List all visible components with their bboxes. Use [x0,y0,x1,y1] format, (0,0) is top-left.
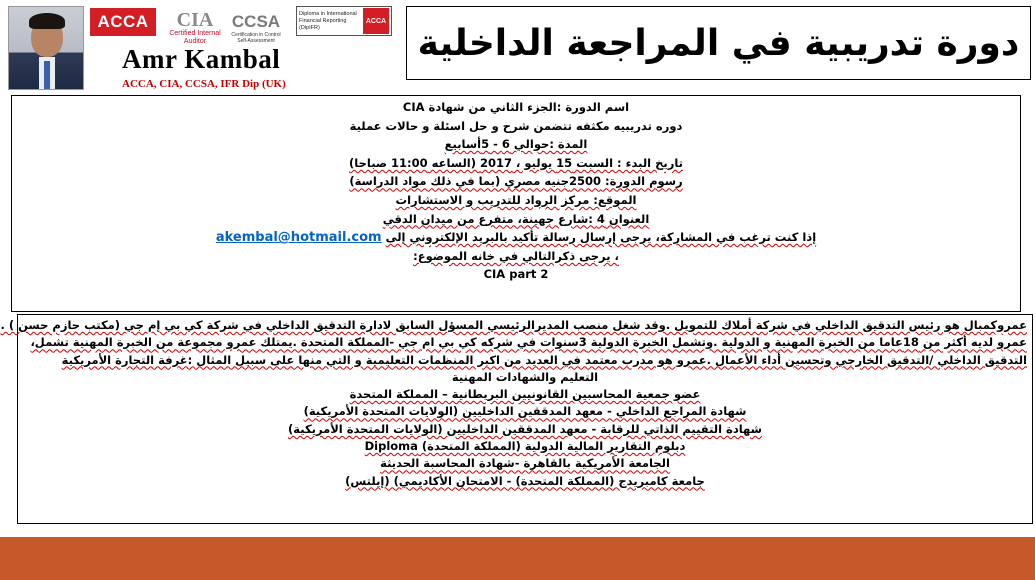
education-item: الجامعة الأمريكية بالقاهرة -شهادة المحاسبة الحديثة [380,456,670,471]
dipifr-logo: Diploma in International Financial Reporting (DipIFR) ACCA [296,6,392,36]
info-register-line [12,228,1020,247]
bio-line: التدقيق الداخلي /التدقيق الخارجي وتحسين أداء الأعمال .عمرو هو مدرب معتمد في العديد من اكبر المنظمات التعليمية و التي منها على سبيل المثال :غرفة التجارة الأمريكية [61,352,1027,367]
education-item: عضو جمعية المحاسبين القانونيين البريطانية – المملكة المتحدة [349,387,701,402]
bio-line: عمرو لديه أكثر من 18عاما من الخبرة المهنية و الدولية .وتشمل الخبرة الدولية 3سنوات في شركه كي بي ام جي -المملكة المتحدة .يمتلك عمرو مجموعة من الخبرة المهنية تشمل، [30,335,1027,350]
profile-photo [8,6,84,90]
ccsa-logo: CCSA Certification in Control Self-Assessment [231,12,281,44]
education-item: شهادة المراجع الداخلي - معهد المدققين الداخليين (الولايات المتحدة الأمريكية) [303,404,747,419]
info-start-date: تاريخ البدء : السبت 15 يوليو ، 2017 (الساعه 11:00 صباحا) [349,155,683,170]
education-item: جامعة كامبريدج (المملكة المتحدة) - الامتحان الأكاديمي) (إيلتس) [345,473,705,488]
bio-line: عمروكمبال هو رئيس التدقيق الداخلي في شركة أملاك للتمويل .وقد شغل منصب المديرالرئيسي المسؤل السابق لادارة التدقيق الداخلي في شركة كي بي إم جي (مكتب حازم حسن ) . [0,318,1027,332]
education-section-title: التعليم والشهادات المهنية [451,369,599,384]
register-text: إذا كنت ترغب في المشاركة، يرجى إرسال رسالة تأكيد بالبريد الإلكتروني إلى [385,230,817,245]
course-title: دورة تدريبية في المراجعة الداخلية [417,22,1020,64]
cia-logo: CIA Certified Internal Auditor [169,9,221,45]
info-location: الموقع: مركز الرواد للتدريب و الاستشارات [395,192,637,207]
education-item: شهادة التقييم الذاتي للرقابة - معهد المدققين الداخليين (الولايات المتحدة الأمريكية) [288,421,762,436]
education-item: دبلوم التقارير المالية الدولية (المملكة المتحدة) Diploma [364,439,686,454]
info-description: دوره تدريبيه مكثفه تتضمن شرح و حل اسئلة و حالات عملية [349,118,683,133]
info-address: العنوان 4 :شارع جهينة، متفرع من ميدان الدقي [382,211,650,226]
info-subject-line: ، يرجى ذكرالتالي في خانه الموضوع: [413,248,619,263]
info-fees: رسوم الدورة: 2500جنيه مصري (بما في ذلك مواد الدراسة) [349,174,683,189]
course-title-box [406,6,1031,80]
info-duration: المدة :حوالي 6 - 5أسابيع [444,137,588,152]
info-subject: CIA part 2 [483,267,549,282]
info-course-name: اسم الدورة :الجزء الثاني من شهادة CIA [402,100,630,114]
email-link[interactable]: akembal@hotmail.com [215,230,382,246]
acca-logo: ACCA [90,8,156,36]
instructor-name: Amr Kambal [122,44,281,74]
footer-bar [0,537,1035,580]
instructor-bio-box [0,314,1033,524]
course-info-box [11,95,1021,312]
instructor-credentials: ACCA, CIA, CCSA, IFR Dip (UK) [122,78,286,90]
